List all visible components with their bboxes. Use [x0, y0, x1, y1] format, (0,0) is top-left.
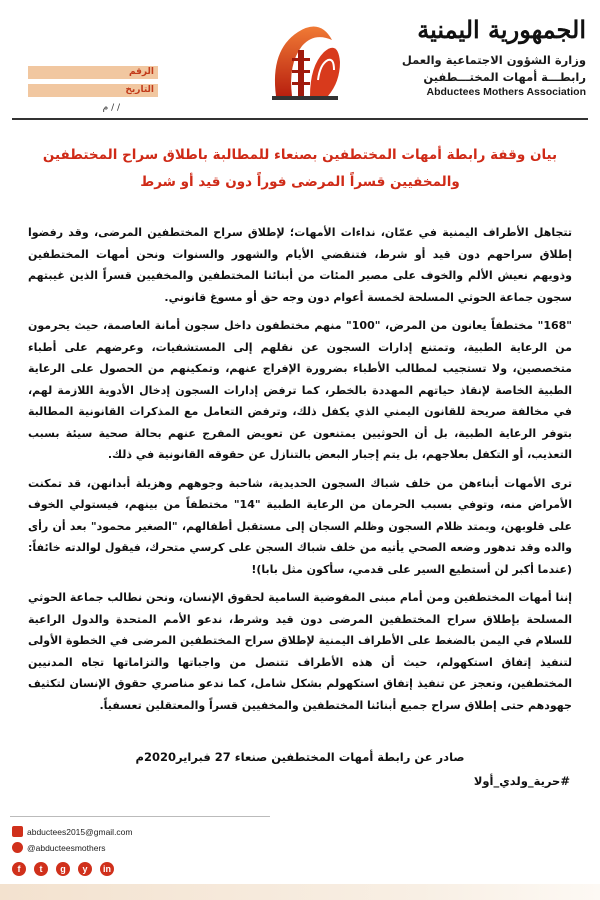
- footer-handle-line: [12, 842, 106, 853]
- paragraph-3: ترى الأمهات أبناءهن من خلف شباك السجون الحديدية، شاحبة وجوههم وهزيلة أبدانهن، قد تمكنت الأمراض منه، وتوفي بسبب الحرمان من الرعاية الطبية "14" مختطفاً من بينهم، فيستولي الخوف على قلوبهن، ويمتد ظلام السجون وظلم السجان إلى مستقبل أطفالهم، "الصغير محمود" بعد أن رأى والده وقد تدهور وضعه الصحي يأتيه من خلف شباك السجن على كرسي متحرك، فيقول لوالدته خائفاً: (عندما أكبر لن أستطيع السير على قدمي، سأكون مثل بابا)!: [28, 476, 572, 576]
- letterhead: [0, 0, 600, 118]
- linkedin-icon[interactable]: in: [100, 862, 114, 876]
- issued-by-line: صادر عن رابطة أمهات المختطفين صنعاء 27 فبراير2020م: [135, 750, 465, 764]
- footer-band: [0, 884, 600, 900]
- paragraph-2: "168" مختطفاً يعانون من المرض، "100" منهم مختطفون داخل سجون أمانة العاصمة، حيث يحرمون من الرعاية الطبية، وتمتنع إدارات السجون عن نقلهم إلى المستشفيات، وعرضهم على أطباء متخصصين، ولا تستجيب لمطالب الأطباء بضرورة الإفراج عنهم، وتمكينهم من الحصول على الرعاية الطبية الخاصة لإنقاذ حياتهم المهددة بالخطر، كما ترفض إدارات السجون إدخال الأدوية اللازمة لهم، في مخالفة صريحة للقانون اليمني الذي يكفل ذلك، وترفض التعامل مع المذكرات القانونية المطالبة بتوفر الرعاية الطبية، بل أن الحوثيين يمتنعون عن تعويض المفرج عنهم بحالة صحية سيئة بسبب التعذيب، أو التكفل بعلاجهم، بل يتم إجبار البعض بالتنازل عن حقوقه القانونية في ذلك.: [28, 319, 573, 461]
- association-logo: [262, 10, 346, 106]
- date-value: / / م: [102, 103, 120, 113]
- email-icon: [12, 826, 23, 837]
- paragraph-4: إننا أمهات المختطفين ومن أمام مبنى المفوضية السامية لحقوق الإنسان، ونحن نطالب جماعة الحوثي المسلحة بإطلاق سراح المختطفين المرضى دون قيد وشرط، ندعو الأمم المتحدة والدول الراعية للسلام في اليمن بالضغط على الأطراف اليمنية لإطلاق سراح المختطفين المرضى في الخطوة الأولى لتنفيذ إتفاق استكهولم، حيث أن هذه الأطراف تتنصل من واجباتها والتزاماتها تجاه المدنيين المختطفين، وتعجز عن تنفيذ إتفاق استكهولم بشكل شامل، كما ندعو مناصري حقوق الإنسان لتكثيف جهودهم حتى إطلاق سراح جميع أبنائنا المختطفين والمخفيين قسراً والمعتقلين تعسفياً.: [28, 591, 572, 712]
- association-name-english: Abductees Mothers Association: [426, 86, 586, 98]
- hashtag: #حرية_ولدي_أولا: [473, 774, 570, 788]
- social-icons: [12, 862, 114, 876]
- republic-name: الجمهورية اليمنية: [417, 15, 586, 44]
- ministry-name: وزارة الشؤون الاجتماعية والعمل: [401, 53, 586, 67]
- statement-body: [28, 222, 572, 723]
- organization-block: [386, 14, 586, 99]
- footer-email-line: [12, 826, 133, 837]
- header-divider: [12, 118, 588, 120]
- at-icon: [12, 842, 23, 853]
- paragraph-1: تتجاهل الأطراف اليمنية في عمّان، نداءات الأمهات؛ لإطلاق سراح المختطفين المرضى، وقد رفضوا إطلاق سراحهم دون قيد أو شرط، فتنقضي الأيام والشهور والسنوات ونحن أمهات المختطفين وذويهم نعيش الألم والخوف على مصير المئات من أبنائنا المختطفين والمخفيين قسراً الذين غيبتهم سجون جماعة الحوثي المسلحة لخمسة أعوام دون وجه حق أو مسوغ قانوني.: [28, 226, 572, 304]
- statement-title: بيان وقفة رابطة أمهات المختطفين بصنعاء للمطالبة باطلاق سراح المختطفين والمخفيين قسراً المرضى فوراً دون قيد أو شرط: [42, 147, 558, 190]
- google-plus-icon[interactable]: g: [56, 862, 70, 876]
- twitter-icon[interactable]: t: [34, 862, 48, 876]
- reference-number-label: الرقم: [128, 67, 154, 77]
- footer-email[interactable]: abductees2015@gmail.com: [27, 826, 133, 837]
- footer-handle[interactable]: @abducteesmothers: [27, 842, 106, 853]
- facebook-icon[interactable]: f: [12, 862, 26, 876]
- association-name-arabic: رابطـــة أمهات المختـــطفين: [423, 70, 586, 84]
- youtube-icon[interactable]: y: [78, 862, 92, 876]
- date-field: [28, 84, 158, 97]
- date-label: التاريخ: [125, 85, 154, 95]
- date-value-row: [28, 102, 158, 115]
- reference-number-field: [28, 66, 158, 79]
- reference-fields: [28, 66, 158, 120]
- footer-divider: [10, 816, 270, 817]
